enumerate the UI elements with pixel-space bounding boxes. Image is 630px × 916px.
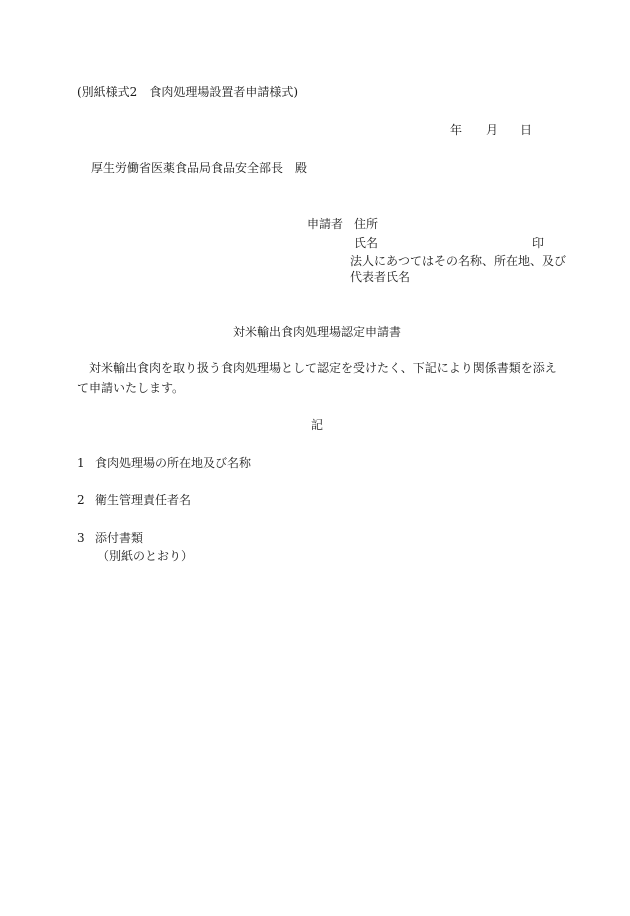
date-day: 日 bbox=[520, 123, 533, 137]
applicant-label: 申請者 bbox=[307, 217, 344, 231]
document-title: 対米輸出食肉処理場認定申請書 bbox=[233, 325, 402, 339]
item-number: 1 bbox=[77, 456, 85, 470]
body-line-1: 対米輸出食肉を取り扱う食肉処理場として認定を受けたく、下記により関係書類を添え bbox=[77, 361, 557, 375]
item-number: 2 bbox=[77, 493, 85, 507]
attachment-note: （別紙のとおり） bbox=[97, 549, 194, 563]
corporate-note-line1: 法人にあつてはその名称、所在地、及び bbox=[350, 254, 567, 268]
item-text: 食肉処理場の所在地及び名称 bbox=[95, 456, 252, 470]
body-line-2: て申請いたします。 bbox=[77, 381, 185, 395]
ki-heading: 記 bbox=[311, 418, 324, 432]
addressee: 厚生労働省医薬食品局食品安全部長 殿 bbox=[91, 161, 308, 175]
form-label: (別紙様式2 食肉処理場設置者申請様式) bbox=[77, 85, 298, 99]
address-label: 住所 bbox=[354, 217, 379, 231]
name-label: 氏名 bbox=[354, 236, 379, 250]
date-year: 年 bbox=[450, 123, 463, 137]
item-text: 衛生管理責任者名 bbox=[95, 493, 192, 507]
item-text: 添付書類 bbox=[95, 531, 144, 545]
seal-mark: 印 bbox=[532, 236, 545, 250]
date-month: 月 bbox=[486, 123, 499, 137]
item-number: 3 bbox=[77, 531, 85, 545]
corporate-note-line2: 代表者氏名 bbox=[350, 270, 411, 284]
